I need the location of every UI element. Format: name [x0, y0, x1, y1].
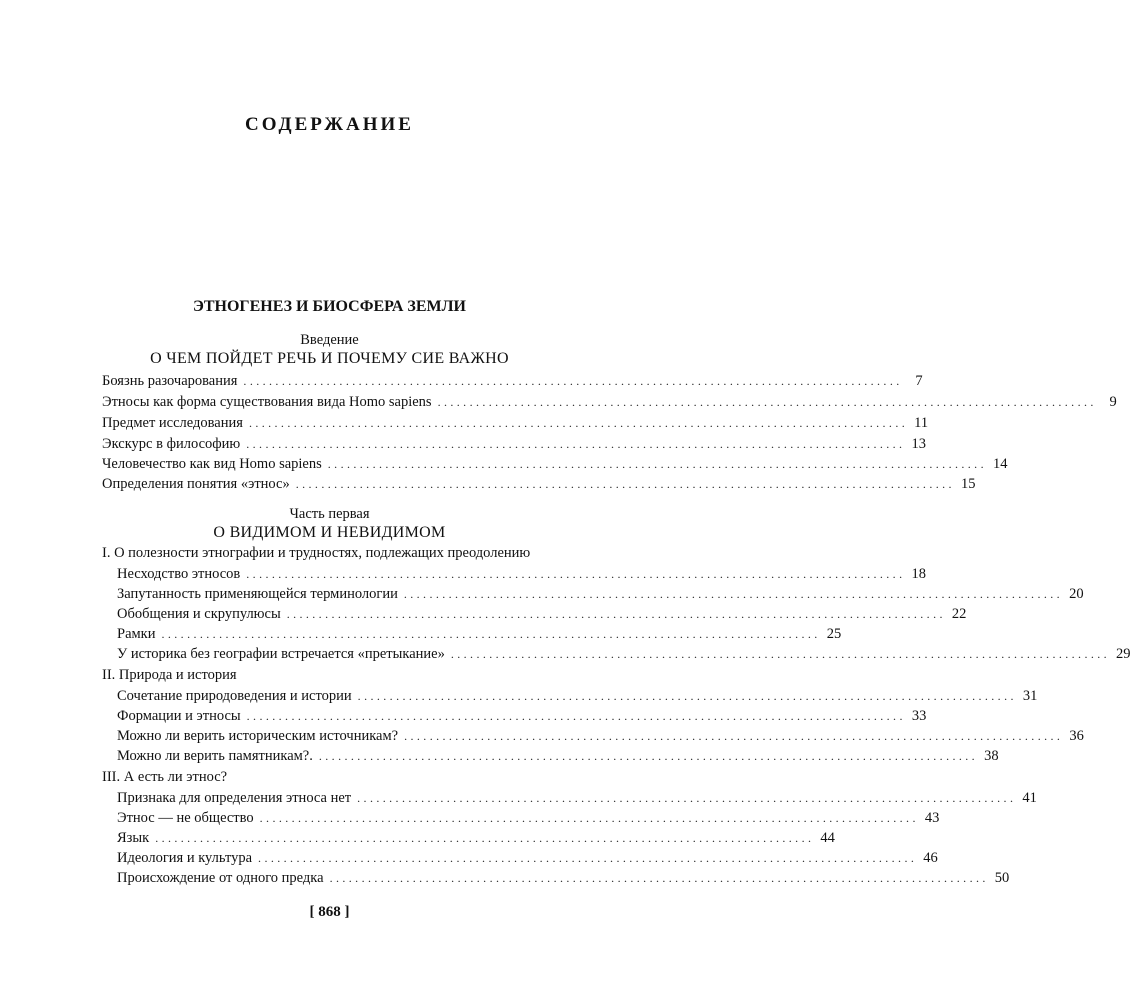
- toc-entry-title: Сочетание природоведения и истории: [117, 688, 352, 704]
- toc-entry-page: 44: [820, 830, 835, 846]
- leader-dots: .......................................................................................................: [248, 416, 909, 430]
- leader-dots: .......................................................................................................: [259, 811, 919, 825]
- intro-kicker: Введение: [300, 332, 359, 348]
- toc-entry[interactable]: [117, 790, 1037, 810]
- leader-dots: .......................................................................................................: [258, 851, 918, 865]
- toc-entry[interactable]: [117, 830, 835, 850]
- toc-entry[interactable]: [117, 646, 1131, 666]
- toc-entry-title: Идеология и культура: [117, 850, 253, 866]
- leader-dots: .......................................................................................................: [329, 871, 989, 885]
- toc-entry[interactable]: [117, 728, 1084, 748]
- chapter-title[interactable]: III. А есть ли этнос?: [102, 769, 228, 785]
- leader-dots: .......................................................................................................: [437, 395, 1097, 409]
- toc-entry-page: 11: [914, 415, 929, 431]
- intro-heading-block: [0, 331, 659, 369]
- leader-dots: .......................................................................................................: [246, 437, 906, 451]
- toc-entry[interactable]: [117, 810, 940, 830]
- toc-entry-title: Этнос — не общество: [117, 810, 254, 826]
- toc-entry-page: 20: [1069, 586, 1084, 602]
- toc-entry-title: Признака для определения этноса нет: [117, 790, 352, 806]
- toc-entry-page: 50: [994, 870, 1010, 886]
- toc-entry-page: 14: [992, 456, 1008, 472]
- toc-entry-page: 33: [911, 708, 927, 724]
- toc-entry[interactable]: [117, 586, 1084, 606]
- leader-dots: .......................................................................................................: [286, 607, 946, 621]
- toc-entry[interactable]: [117, 688, 1038, 708]
- page-title: СОДЕРЖАНИЕ: [245, 114, 414, 135]
- toc-entry[interactable]: [117, 870, 1010, 890]
- chapter-title[interactable]: I. О полезности этнографии и трудностях, подлежащих преодолению: [102, 545, 531, 561]
- toc-entry-title: Рамки: [117, 626, 156, 642]
- page-number: [ 868 ]: [309, 904, 350, 920]
- toc-entry-page: 15: [960, 476, 976, 492]
- leader-dots: .......................................................................................................: [295, 477, 955, 491]
- leader-dots: .......................................................................................................: [246, 709, 906, 723]
- leader-dots: .......................................................................................................: [318, 749, 979, 763]
- leader-dots: .......................................................................................................: [243, 374, 903, 388]
- part-one-kicker: Часть первая: [289, 506, 370, 522]
- toc-entry[interactable]: [102, 436, 926, 456]
- toc-entry[interactable]: [102, 456, 1008, 476]
- toc-entry[interactable]: [117, 708, 927, 728]
- book-title: ЭТНОГЕНЕЗ И БИОСФЕРА ЗЕМЛИ: [193, 298, 466, 315]
- toc-entry-title: Человечество как вид Homo sapiens: [102, 456, 322, 472]
- toc-entry-title: Язык: [117, 830, 150, 846]
- toc-entry-title: Обобщения и скрупулюсы: [117, 606, 281, 622]
- toc-entry[interactable]: [102, 373, 923, 393]
- toc-entry-title: Происхождение от одного предка: [117, 870, 324, 886]
- part-one-heading-block: [0, 505, 659, 543]
- toc-entry-page: 9: [1109, 394, 1117, 410]
- leader-dots: .......................................................................................................: [161, 627, 821, 641]
- leader-dots: .......................................................................................................: [357, 689, 1017, 703]
- leader-dots: .......................................................................................................: [357, 791, 1017, 805]
- toc-entry-title: Боязнь разочарования: [102, 373, 238, 389]
- toc-entry[interactable]: [102, 394, 1117, 414]
- toc-entry[interactable]: [117, 850, 938, 870]
- toc-entry-title: Экскурс в философию: [102, 436, 241, 452]
- toc-entry-page: 46: [923, 850, 938, 866]
- leader-dots: .......................................................................................................: [327, 457, 987, 471]
- leader-dots: .......................................................................................................: [246, 567, 906, 581]
- toc-entry-page: 25: [826, 626, 842, 642]
- toc-entry-page: 13: [911, 436, 926, 452]
- toc-entry-title: У историка без географии встречается «претыкание»: [117, 646, 445, 662]
- toc-entry-page: 36: [1069, 728, 1084, 744]
- toc-entry-page: 29: [1116, 646, 1131, 662]
- toc-entry-title: Можно ли верить историческим источникам?: [117, 728, 399, 744]
- toc-entry-page: 31: [1022, 688, 1038, 704]
- toc-entry-title: Запутанность применяющейся терминологии: [117, 586, 398, 602]
- leader-dots: .......................................................................................................: [403, 587, 1064, 601]
- toc-entry[interactable]: [117, 566, 926, 586]
- intro-heading: О ЧЕМ ПОЙДЕТ РЕЧЬ И ПОЧЕМУ СИЕ ВАЖНО: [150, 350, 509, 367]
- toc-entry[interactable]: [117, 626, 842, 646]
- toc-entry-title: Формации и этносы: [117, 708, 241, 724]
- toc-entry-page: 38: [984, 748, 999, 764]
- toc-entry-page: 43: [924, 810, 940, 826]
- toc-entry-title: Можно ли верить памятникам?.: [117, 748, 313, 764]
- toc-entry-page: 18: [911, 566, 926, 582]
- toc-entry-title: Определения понятия «этнос»: [102, 476, 290, 492]
- toc-entry-title: Несходство этносов: [117, 566, 241, 582]
- toc-entry-page: 22: [951, 606, 967, 622]
- leader-dots: .......................................................................................................: [450, 647, 1111, 661]
- toc-entry[interactable]: [102, 415, 929, 435]
- leader-dots: .......................................................................................................: [155, 831, 815, 845]
- toc-entry-title: Этносы как форма существования вида Homo sapiens: [102, 394, 432, 410]
- toc-entry-title: Предмет исследования: [102, 415, 243, 431]
- toc-entry-page: 7: [915, 373, 923, 389]
- leader-dots: .......................................................................................................: [404, 729, 1064, 743]
- toc-entry[interactable]: [117, 606, 967, 626]
- toc-entry[interactable]: [102, 476, 976, 496]
- part-one-heading: О ВИДИМОМ И НЕВИДИМОМ: [213, 524, 446, 541]
- toc-entry[interactable]: [117, 748, 999, 768]
- chapter-title[interactable]: II. Природа и история: [102, 667, 237, 683]
- toc-entry-page: 41: [1022, 790, 1037, 806]
